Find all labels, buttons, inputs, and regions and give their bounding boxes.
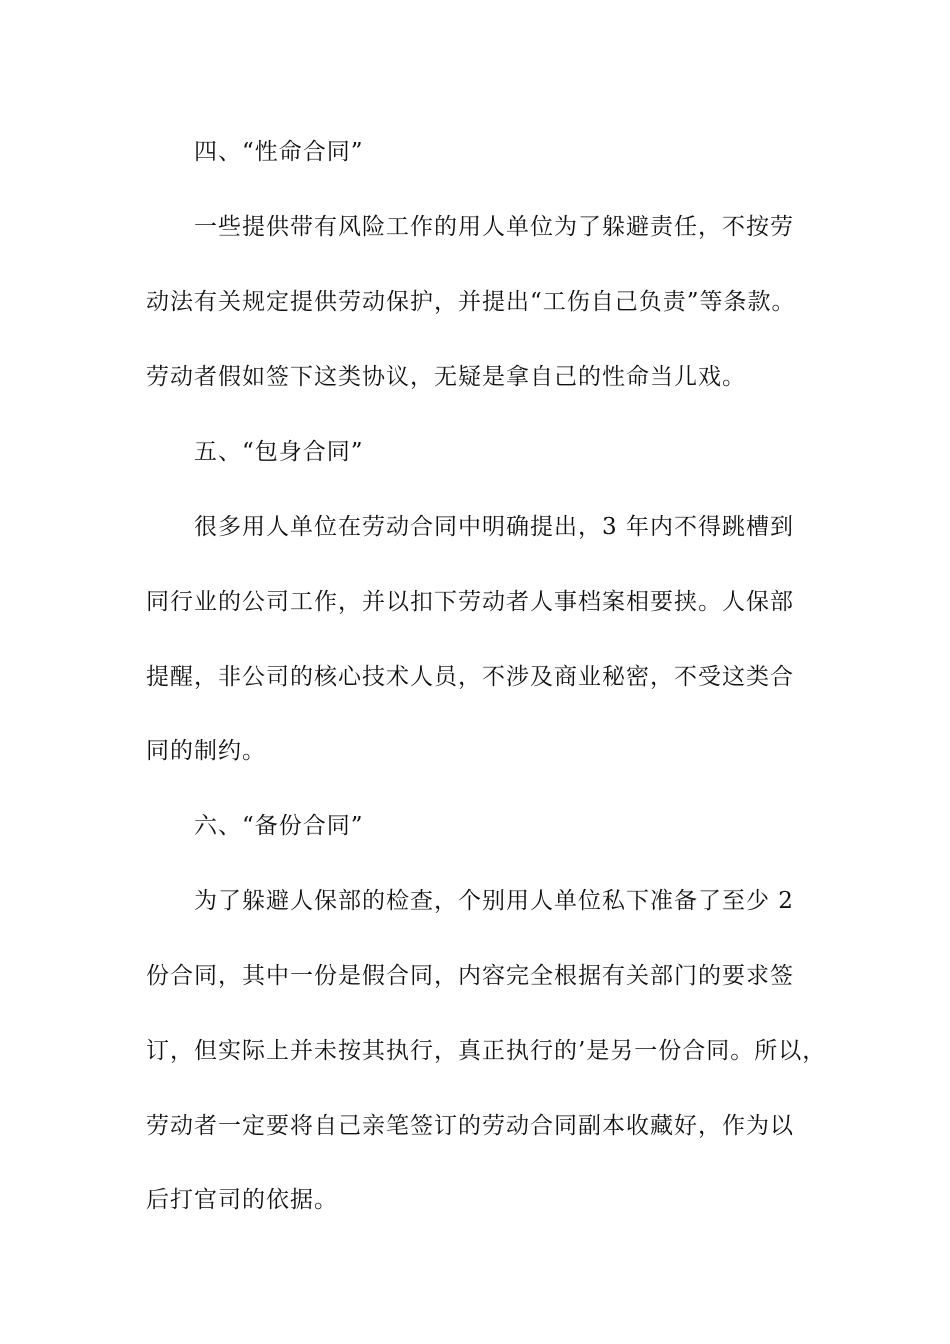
paragraph-line: 份合同，其中一份是假合同，内容完全根据有关部门的要求签 [146, 963, 794, 989]
paragraph-line: 为了躲避人保部的检查，个别用人单位私下准备了至少 2 [194, 888, 794, 914]
paragraph-line: 订，但实际上并未按其执行，真正执行的’是另一份合同。所以， [146, 1038, 827, 1064]
section-heading: 六、“备份合同” [194, 813, 364, 839]
paragraph-line: 很多用人单位在劳动合同中明确提出，3 年内不得跳槽到 [194, 514, 794, 540]
paragraph-line: 动法有关规定提供劳动保护，并提出“工伤自己负责”等条款。 [146, 289, 796, 315]
paragraph-line: 提醒，非公司的核心技术人员，不涉及商业秘密，不受这类合 [146, 664, 794, 690]
section-heading: 四、“性命合同” [194, 139, 364, 165]
paragraph-line: 一些提供带有风险工作的用人单位为了躲避责任，不按劳 [194, 214, 794, 240]
section-heading: 五、“包身合同” [194, 439, 364, 465]
paragraph-line: 同行业的公司工作，并以扣下劳动者人事档案相要挟。人保部 [146, 589, 794, 615]
paragraph-line: 后打官司的依据。 [146, 1187, 338, 1213]
paragraph-line: 劳动者一定要将自己亲笔签订的劳动合同副本收藏好，作为以 [146, 1113, 794, 1139]
paragraph-line: 同的制约。 [146, 738, 266, 764]
paragraph-line: 劳动者假如签下这类协议，无疑是拿自己的性命当儿戏。 [146, 364, 746, 390]
